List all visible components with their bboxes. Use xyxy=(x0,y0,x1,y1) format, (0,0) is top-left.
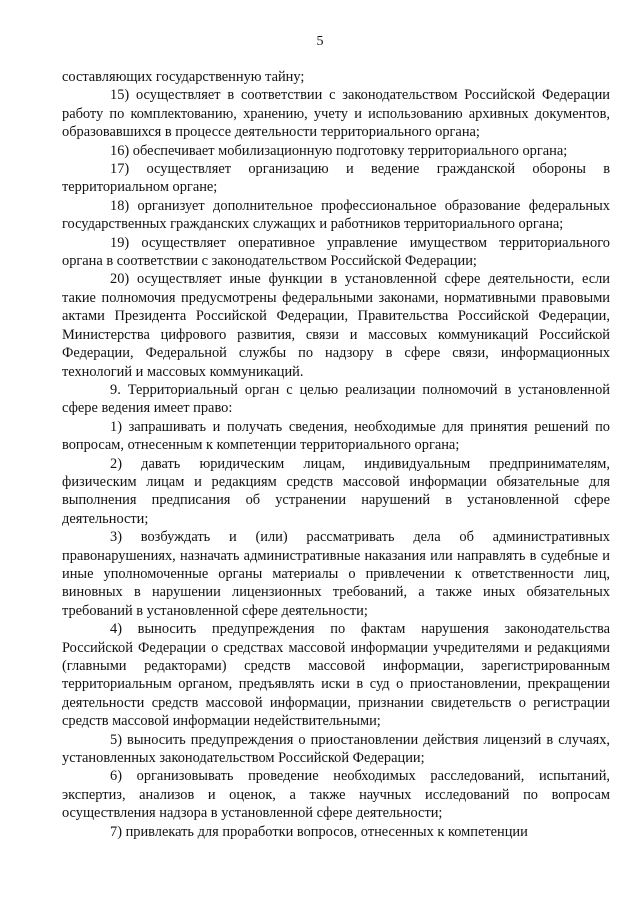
paragraph-item-17: 17) осуществляет организацию и ведение гражданской обороны в территориальном органе; xyxy=(62,161,610,196)
paragraph-right-4: 4) выносить предупреждения по фактам нарушения законодательства Российской Федерации о средствах массовой информации учредителями и редакциями (главными редакторами) средств массовой информации, зарегистрированным территориальным органом, предъявлять иски в суд о приостановлении, прекращении деятельности средств массовой информации, признании свидетельств о регистрации средств массовой информации недействительными; xyxy=(62,621,610,730)
paragraph-item-15: 15) осуществляет в соответствии с законодательством Российской Федерации работу по комплектованию, хранению, учету и использованию архивных документов, образовавшихся в процессе деятельности территориального органа; xyxy=(62,87,610,141)
paragraph-item-20: 20) осуществляет иные функции в установленной сфере деятельности, если такие полномочия предусмотрены федеральными законами, нормативными правовыми актами Президента Российской Федерации, Правительства Российской Федерации, Министерства цифрового развития, связи и массовых коммуникаций Российской Федерации, Федеральной службы по надзору в сфере связи, информационных технологий и массовых коммуникаций. xyxy=(62,271,610,380)
paragraph-item-19: 19) осуществляет оперативное управление имуществом территориального органа в соответствии с законодательством Российской Федерации; xyxy=(62,234,610,270)
paragraph-right-6: 6) организовывать проведение необходимых расследований, испытаний, экспертиз, анализов и оценок, а также научных исследований по вопросам осуществления надзора в установленной сфере деятельности; xyxy=(62,768,610,822)
paragraph-right-1: 1) запрашивать и получать сведения, необходимые для принятия решений по вопросам, отнесенным к компетенции территориального органа; xyxy=(62,418,610,454)
paragraph-continuation: составляющих государственную тайну; xyxy=(62,69,305,85)
paragraph-right-3: 3) возбуждать и (или) рассматривать дела об административных правонарушениях, назначать административные наказания или направлять в судебные и иные уполномоченные органы материалы о привлечении к ответственности лиц, виновных в нарушении лицензионных требований, а также иных обязательных требований в установленной сфере деятельности; xyxy=(62,529,610,619)
document-body xyxy=(62,68,610,841)
paragraph-right-5: 5) выносить предупреждения о приостановлении действия лицензий в случаях, установленных законодательством Российской Федерации; xyxy=(62,731,610,767)
paragraph-item-18: 18) организует дополнительное профессиональное образование федеральных государственных гражданских служащих и работников территориального органа; xyxy=(62,197,610,233)
page-number: 5 xyxy=(316,34,324,49)
paragraph-right-2: 2) давать юридическим лицам, индивидуальным предпринимателям, физическим лицам и редакциям средств массовой информации обязательные для выполнения предписания об устранении нарушений в установленной сфере деятельности; xyxy=(62,455,610,527)
paragraph-item-16: 16) обеспечивает мобилизационную подготовку территориального органа; xyxy=(110,142,568,159)
paragraph-section-9: 9. Территориальный орган с целью реализации полномочий в установленной сфере ведения имеет право: xyxy=(62,381,610,417)
paragraph-right-7: 7) привлекать для проработки вопросов, отнесенных к компетенции xyxy=(110,823,528,840)
